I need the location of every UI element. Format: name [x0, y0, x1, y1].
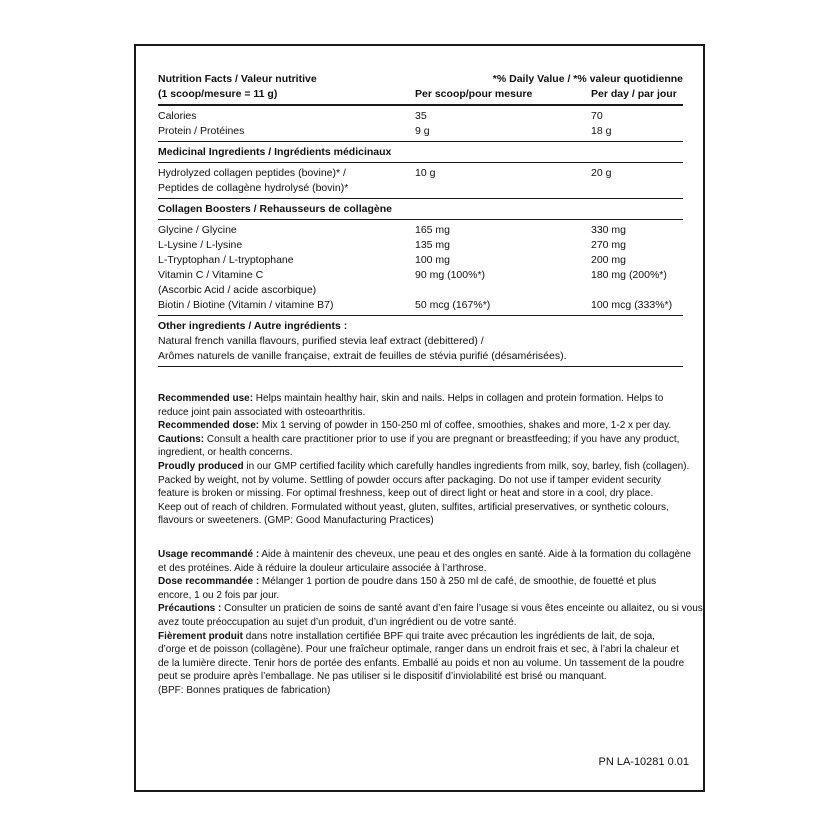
- paragraph-line: [158, 643, 683, 657]
- paragraph-line: [158, 514, 683, 528]
- nutrient-row: [158, 253, 683, 268]
- paragraph-line: [158, 562, 683, 576]
- paragraph-line: [158, 602, 703, 616]
- medicinal-rows: [158, 166, 683, 196]
- paragraph-text: feature is broken or missing. For optimal freshness, keep out of direct light or heat and store in a cool, dry place.: [158, 488, 654, 500]
- paragraph-text: Packed by weight, not by volume. Settling of powder occurs after packaging. Do not use if tamper evident security: [158, 474, 662, 486]
- divider: [158, 198, 683, 199]
- paragraph-text: in our GMP certified facility which carefully handles ingredients from milk, soy, barley, fish (collagen).: [243, 460, 690, 472]
- paragraph-label: Dose recommandée :: [158, 576, 260, 588]
- paragraph-text: Aide à maintenir des cheveux, une peau et des ongles en santé. Aide à la formation du collagène: [259, 548, 692, 560]
- paragraph-text: ingredient, or health concerns.: [158, 447, 293, 459]
- amount-per-scoop: 165 mg: [415, 224, 451, 236]
- daily-value-header: *% Daily Value / *% valeur quotidienne: [492, 73, 683, 85]
- nutrient-row: [158, 268, 683, 283]
- amount-per-scoop: 135 mg: [415, 239, 451, 251]
- paragraph-label: Cautions:: [158, 433, 205, 445]
- paragraph-text: dans notre installation certifiée BPF qui traite avec précaution les ingrédients de lait, de soja,: [243, 630, 655, 642]
- nutrient-name: Vitamin C / Vitamine C: [158, 269, 264, 281]
- amount-per-day: 330 mg: [591, 224, 627, 236]
- amount-per-scoop: 35: [415, 110, 427, 122]
- facts-header-row: [158, 72, 683, 87]
- nutrient-row: [158, 223, 683, 238]
- paragraph-line: [158, 406, 683, 420]
- directions-paragraph: [158, 433, 683, 460]
- amount-per-day: 20 g: [591, 167, 612, 179]
- part-number: PN LA-10281 0.01: [598, 756, 689, 768]
- other-line: Natural french vanilla flavours, purified stevia leaf extract (debittered) /: [158, 335, 484, 347]
- nutrient-name: (Ascorbic Acid / acide ascorbique): [158, 284, 317, 296]
- other-ingredients-text: [158, 334, 683, 364]
- english-directions: [158, 392, 690, 528]
- amount-per-day: 180 mg (200%*): [591, 269, 667, 281]
- divider: [158, 162, 683, 163]
- amount-per-scoop: 100 mg: [415, 254, 451, 266]
- medicinal-header: Medicinal Ingredients / Ingrédients médicinaux: [158, 146, 392, 158]
- paragraph-label: Fièrement produit: [158, 630, 244, 642]
- paragraph-text: peut se produire après l’emballage. Ne pas utiliser si le dispositif d’inviolabilité est brisé ou manquant.: [158, 671, 607, 683]
- paragraph-line: [158, 548, 692, 562]
- paragraph-text: reduce joint pain associated with osteoarthritis.: [158, 406, 366, 418]
- directions-paragraph: [158, 392, 683, 419]
- amount-per-day: 18 g: [591, 125, 612, 137]
- paragraph-line: [158, 446, 683, 460]
- nutrient-name: Calories: [158, 110, 197, 122]
- divider: [158, 366, 683, 367]
- nutrient-name: L-Tryptophan / L-tryptophane: [158, 254, 294, 266]
- amount-per-day: 270 mg: [591, 239, 627, 251]
- paragraph-text: flavours or sweeteners. (GMP: Good Manufacturing Practices): [158, 515, 434, 527]
- boosters-header: Collagen Boosters / Rehausseurs de collagène: [158, 203, 392, 215]
- nutrient-row: [158, 238, 683, 253]
- directions-paragraph: [158, 575, 683, 602]
- paragraph-text: et des protéines. Aide à réduire la douleur articulaire associée à l’arthrose.: [158, 562, 487, 574]
- directions-paragraph: [158, 460, 690, 528]
- other-line: Arômes naturels de vanille française, extrait de feuilles de stévia purifié (désamérisées).: [158, 350, 567, 362]
- nutrient-name: Hydrolyzed collagen peptides (bovine)* /: [158, 167, 346, 179]
- paragraph-line: [158, 630, 683, 644]
- nutrient-name: L-Lysine / L-lysine: [158, 239, 243, 251]
- paragraph-line: [158, 684, 683, 698]
- paragraph-label: Précautions :: [158, 603, 222, 615]
- paragraph-line: [158, 460, 690, 474]
- paragraph-line: [158, 575, 683, 589]
- amount-per-day: 100 mcg (333%*): [591, 299, 673, 311]
- paragraph-label: Usage recommandé :: [158, 548, 260, 560]
- nutrient-row-continued: [158, 181, 683, 196]
- nutrient-row: [158, 109, 683, 124]
- paragraph-line: [158, 589, 683, 603]
- directions-paragraph: [158, 548, 692, 575]
- paragraph-line: [158, 501, 683, 515]
- paragraph-label: Recommended dose:: [158, 420, 260, 432]
- amount-per-scoop: 50 mcg (167%*): [415, 299, 491, 311]
- paragraph-line: [158, 433, 683, 447]
- paragraph-text: Helps maintain healthy hair, skin and nails. Helps in collagen and protein formation. Helps to: [253, 393, 664, 404]
- amount-per-day: 200 mg: [591, 254, 627, 266]
- directions-paragraph: [158, 630, 683, 698]
- label-content: [158, 72, 703, 697]
- amount-per-scoop: 90 mg (100%*): [415, 269, 486, 281]
- nutrient-name: Glycine / Glycine: [158, 224, 237, 236]
- divider: [158, 219, 683, 220]
- paragraph-line: [158, 474, 683, 488]
- amount-per-day: 70: [591, 110, 603, 122]
- amount-per-scoop: 10 g: [415, 167, 436, 179]
- nutrient-row: [158, 298, 683, 313]
- divider: [158, 104, 683, 106]
- divider: [158, 141, 683, 142]
- french-directions: [158, 548, 703, 698]
- paragraph-line: [158, 657, 683, 671]
- paragraph-label: Proudly produced: [158, 460, 244, 472]
- serving-size: (1 scoop/mesure = 11 g): [158, 88, 278, 100]
- paragraph-line: [158, 616, 683, 630]
- col-header-day: Per day / par jour: [591, 88, 677, 100]
- paragraph-text: encore, 1 ou 2 fois par jour.: [158, 589, 280, 601]
- directions-paragraph: [158, 419, 683, 433]
- paragraph-text: d’orge et de poisson (collagène). Pour une fraîcheur optimale, ranger dans un endroit frais et sec, à l’abri la chaleur et: [158, 644, 679, 656]
- amount-per-scoop: 9 g: [415, 125, 430, 137]
- paragraph-text: Mélanger 1 portion de poudre dans 150 à 250 ml de café, de smoothie, de fouetté et plus: [259, 576, 657, 588]
- paragraph-line: [158, 487, 683, 501]
- paragraph-text: Consulter un praticien de soins de santé avant d’en faire l’usage si vous êtes enceinte ou allaitez, ou si vous: [221, 603, 703, 615]
- nutrient-row: [158, 166, 683, 181]
- facts-title: Nutrition Facts / Valeur nutritive: [158, 73, 317, 85]
- other-ingredients-header: Other ingredients / Autre ingrédients :: [158, 320, 348, 332]
- booster-rows: [158, 223, 683, 313]
- nutrient-row: [158, 124, 683, 139]
- divider: [158, 315, 683, 316]
- paragraph-text: Consult a health care practitioner prior to use if you are pregnant or breastfeeding; if you have any product,: [204, 433, 680, 445]
- nutrient-name: Peptides de collagène hydrolysé (bovin)*: [158, 182, 349, 194]
- nutrient-row: [158, 283, 683, 298]
- paragraph-text: Mix 1 serving of powder in 150-250 ml of coffee, smoothies, shakes and more, 1-2 x per day.: [259, 420, 672, 432]
- col-header-scoop: Per scoop/pour mesure: [415, 88, 533, 100]
- basic-rows: [158, 109, 683, 139]
- label-panel: [134, 44, 705, 792]
- serving-row: [158, 87, 683, 102]
- paragraph-line: [158, 419, 683, 433]
- paragraph-text: (BPF: Bonnes pratiques de fabrication): [158, 684, 331, 696]
- nutrient-name: Protein / Protéines: [158, 125, 245, 137]
- paragraph-line: [158, 670, 683, 684]
- paragraph-label: Recommended use:: [158, 393, 254, 404]
- directions-paragraph: [158, 602, 703, 629]
- paragraph-text: de la lumière directe. Tenir hors de portée des enfants. Emballé au poids et non au volume. Un tassement de la poudre: [158, 657, 685, 669]
- paragraph-text: avez toute préoccupation au sujet d’un produit, d’un ingrédient ou de votre santé.: [158, 616, 517, 628]
- paragraph-line: [158, 392, 683, 406]
- nutrient-name: Biotin / Biotine (Vitamin / vitamine B7): [158, 299, 334, 311]
- paragraph-text: Keep out of reach of children. Formulated without yeast, gluten, sulfites, artificial preservatives, or synthetic colours,: [158, 501, 669, 513]
